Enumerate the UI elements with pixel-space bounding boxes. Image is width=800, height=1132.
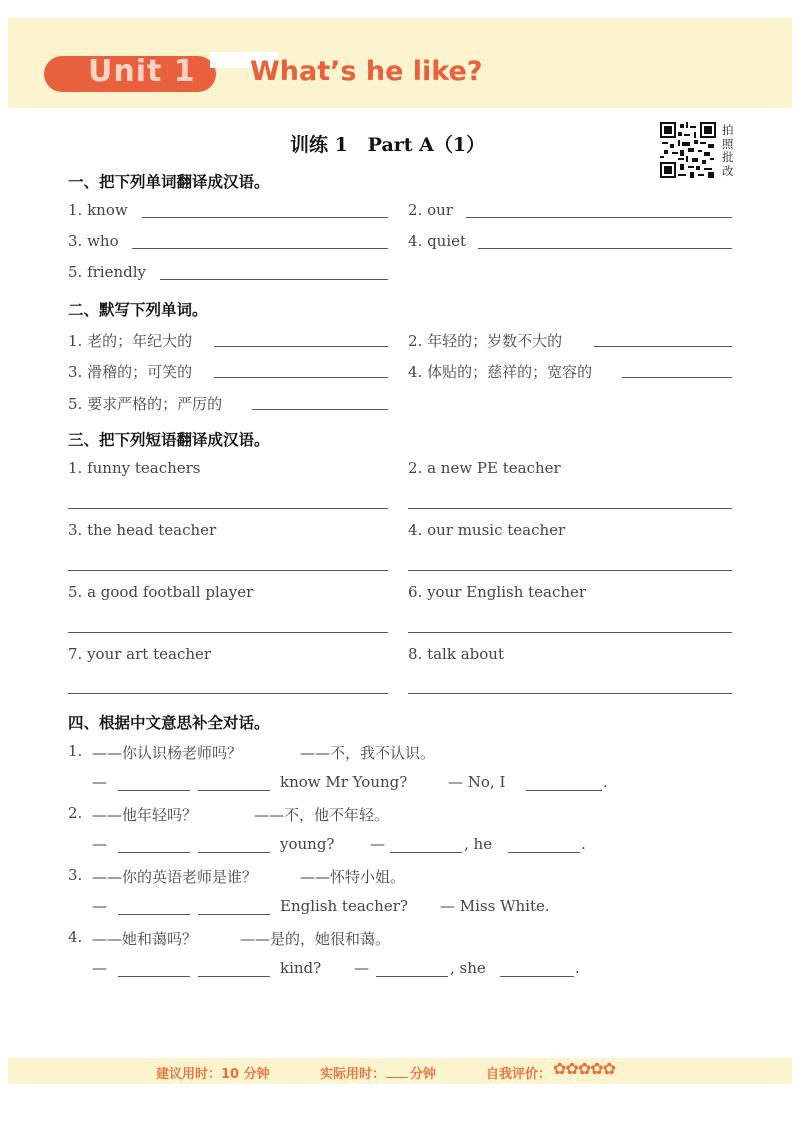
answer-line[interactable]: [68, 632, 388, 633]
dialog-mid: , she: [450, 959, 486, 977]
list-item: 2. 年轻的；岁数不大的: [408, 332, 563, 350]
dialog-answer-en: — Miss White.: [440, 897, 550, 915]
answer-blank[interactable]: [198, 852, 270, 853]
dialog-number: 2.: [68, 804, 83, 822]
unit-label: Unit 1: [88, 54, 196, 89]
answer-line[interactable]: [142, 217, 388, 218]
dialog-mid: , he: [464, 835, 493, 853]
list-item: 2. a new PE teacher: [408, 459, 561, 477]
actual-time-unit: 分钟: [410, 1067, 437, 1082]
answer-blank[interactable]: [198, 976, 270, 977]
suggested-time: 建议用时：10 分钟: [156, 1067, 270, 1082]
answer-blank[interactable]: [508, 852, 580, 853]
list-item: 1. funny teachers: [68, 459, 201, 477]
dialog-answer-en: — No, I: [448, 773, 506, 791]
answer-blank[interactable]: [500, 976, 574, 977]
self-eval-label: 自我评价：: [486, 1067, 552, 1082]
dialog-end: .: [581, 835, 586, 853]
dialog-answer-en: —: [354, 959, 369, 977]
dialog-number: 4.: [68, 928, 83, 946]
list-item: 3. 滑稽的；可笑的: [68, 363, 193, 381]
dialog-question-en: English teacher?: [280, 897, 408, 915]
dialog-dash: —: [92, 959, 107, 977]
dialog-question-cn: ——她和蔼吗？: [92, 930, 198, 948]
unit-title: What’s he like?: [250, 56, 483, 87]
list-item: 1. know: [68, 201, 128, 219]
dialog-dash: —: [92, 773, 107, 791]
answer-line[interactable]: [594, 346, 732, 347]
answer-line[interactable]: [622, 377, 732, 378]
list-item: 4. quiet: [408, 232, 467, 250]
dialog-dash: —: [92, 897, 107, 915]
dialog-question-cn: ——他年轻吗？: [92, 806, 198, 824]
list-item: 5. friendly: [68, 263, 147, 281]
answer-blank[interactable]: [118, 914, 190, 915]
dialog-question-en: kind?: [280, 959, 322, 977]
list-item: 1. 老的；年纪大的: [68, 332, 193, 350]
dialog-end: .: [575, 959, 580, 977]
dialog-number: 3.: [68, 866, 83, 884]
answer-line[interactable]: [160, 279, 388, 280]
answer-blank[interactable]: [198, 914, 270, 915]
answer-blank[interactable]: [118, 976, 190, 977]
answer-line[interactable]: [408, 570, 732, 571]
answer-blank[interactable]: [390, 852, 462, 853]
dialog-end: .: [603, 773, 608, 791]
answer-line[interactable]: [68, 570, 388, 571]
answer-blank[interactable]: [118, 790, 190, 791]
answer-line[interactable]: [68, 693, 388, 694]
list-item: 4. 体贴的；慈祥的；宽容的: [408, 363, 593, 381]
answer-blank[interactable]: [118, 852, 190, 853]
dialog-question-en: know Mr Young?: [280, 773, 408, 791]
qr-code-icon[interactable]: [660, 122, 716, 178]
section-heading-2: 二、默写下列单词。: [68, 301, 208, 319]
answer-line[interactable]: [408, 632, 732, 633]
section-heading-1: 一、把下列单词翻译成汉语。: [68, 173, 270, 191]
answer-blank[interactable]: [526, 790, 602, 791]
list-item: 3. the head teacher: [68, 521, 217, 539]
answer-line[interactable]: [466, 217, 732, 218]
page-title: 训练 1 Part A（1）: [290, 134, 486, 156]
list-item: 4. our music teacher: [408, 521, 566, 539]
list-item: 3. who: [68, 232, 119, 250]
dialog-question-en: young?: [280, 835, 335, 853]
dialog-question-cn: ——你认识杨老师吗？: [92, 744, 243, 762]
dialog-answer-en: —: [370, 835, 385, 853]
answer-line[interactable]: [252, 409, 388, 410]
section-heading-4: 四、根据中文意思补全对话。: [68, 714, 270, 732]
rating-stars-icon[interactable]: ✿✿✿✿✿: [553, 1059, 616, 1078]
list-item: 5. 要求严格的；严厉的: [68, 395, 223, 413]
dialog-answer-cn: ——不，我不认识。: [300, 744, 436, 762]
answer-line[interactable]: [408, 693, 732, 694]
list-item: 7. your art teacher: [68, 645, 212, 663]
actual-time-label: 实际用时：: [320, 1067, 386, 1082]
dialog-answer-cn: ——是的，她很和蔼。: [240, 930, 391, 948]
dialog-question-cn: ——你的英语老师是谁？: [92, 868, 258, 886]
list-item: 5. a good football player: [68, 583, 254, 601]
list-item: 6. your English teacher: [408, 583, 587, 601]
actual-time-input[interactable]: [386, 1077, 408, 1078]
dialog-answer-cn: ——不，他不年轻。: [254, 806, 390, 824]
answer-line[interactable]: [68, 508, 388, 509]
footer-band: [8, 1058, 792, 1084]
answer-line[interactable]: [132, 248, 388, 249]
answer-line[interactable]: [214, 346, 388, 347]
qr-label: 拍 照 批 改: [722, 123, 734, 178]
list-item: 2. our: [408, 201, 453, 219]
dialog-number: 1.: [68, 742, 83, 760]
answer-line[interactable]: [214, 377, 388, 378]
list-item: 8. talk about: [408, 645, 504, 663]
answer-line[interactable]: [478, 248, 732, 249]
section-heading-3: 三、把下列短语翻译成汉语。: [68, 431, 270, 449]
dialog-dash: —: [92, 835, 107, 853]
answer-blank[interactable]: [376, 976, 448, 977]
answer-blank[interactable]: [198, 790, 270, 791]
answer-line[interactable]: [408, 508, 732, 509]
dialog-answer-cn: ——怀特小姐。: [300, 868, 406, 886]
